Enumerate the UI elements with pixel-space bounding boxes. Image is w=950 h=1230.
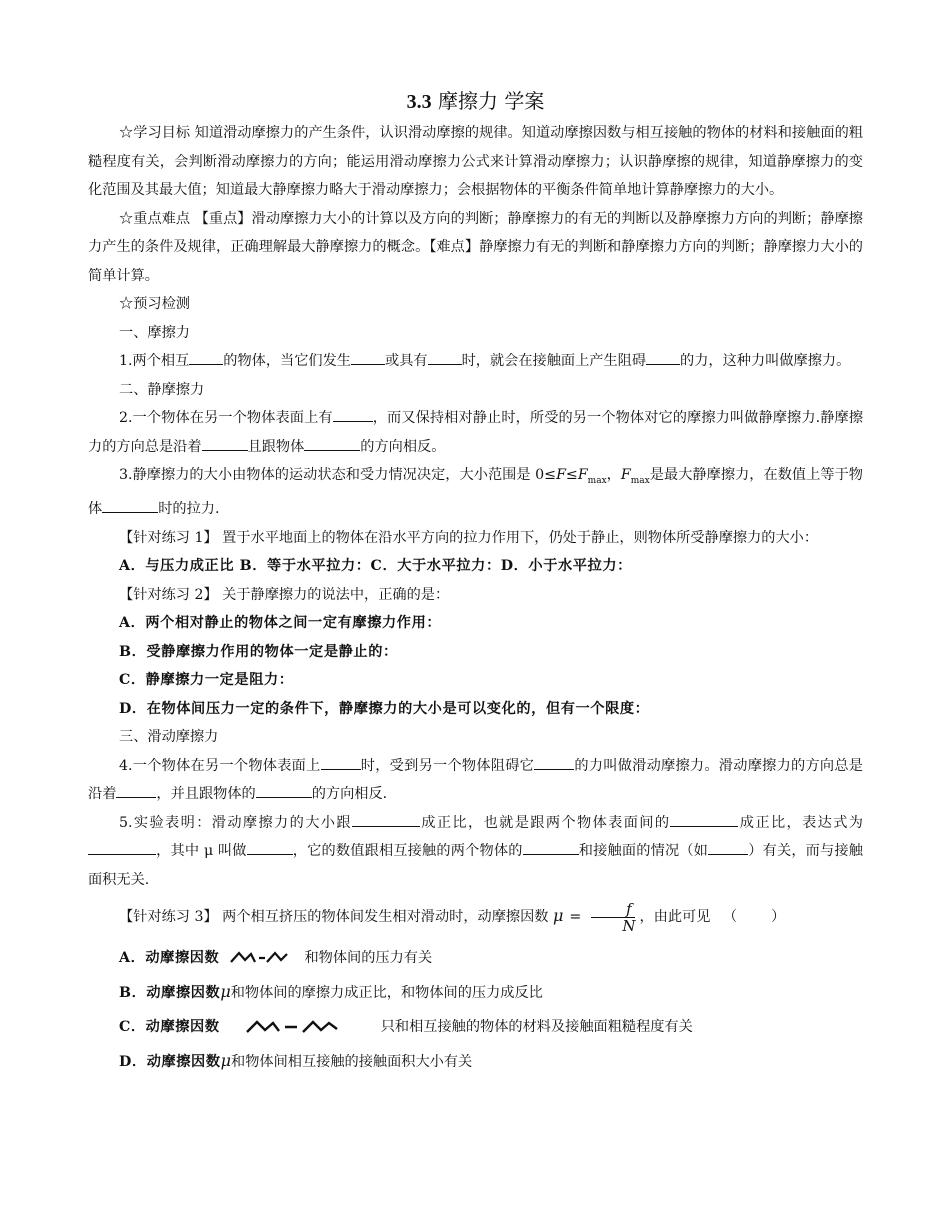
blank[interactable] bbox=[321, 755, 361, 770]
section-heading-static: 二、静摩擦力 bbox=[119, 381, 205, 398]
exercise-2-option-c: C．静摩擦力一定是阻力： bbox=[119, 672, 294, 689]
blank[interactable] bbox=[304, 436, 360, 451]
exercise-3-option-c: C．动摩擦因数 只和相互接触的物体的材料及接触面粗糙程度有关 bbox=[119, 1019, 693, 1036]
blank[interactable] bbox=[189, 350, 223, 365]
exercise-1-options: A．与压力成正比 B．等于水平拉力：C．大于水平拉力：D．小于水平拉力： bbox=[119, 558, 632, 575]
section-heading-sliding: 三、滑动摩擦力 bbox=[119, 729, 219, 746]
fraction-formula: $\frac{f}{N}$ bbox=[591, 901, 635, 934]
blank[interactable] bbox=[534, 755, 574, 770]
blank[interactable] bbox=[352, 812, 420, 827]
section-heading-friction: 一、摩擦力 bbox=[119, 324, 190, 341]
blank[interactable] bbox=[646, 350, 680, 365]
blank[interactable] bbox=[102, 498, 158, 513]
exercise-3-question: 【针对练习 3】 两个相互挤压的物体间发生相对滑动时，动摩擦因数 μ = $\frac{f}{N}$ ，由此可见 （ ） bbox=[119, 899, 786, 935]
exercise-1-question: 【针对练习 1】 置于水平地面上的物体在沿水平方向的拉力作用下，仍处于静止，则物体所受静摩擦力的大小： bbox=[119, 529, 819, 546]
blank[interactable] bbox=[523, 840, 579, 855]
blank[interactable] bbox=[88, 840, 156, 855]
exercise-2-option-d: D．在物体间压力一定的条件下，静摩擦力的大小是可以变化的，但有一个限度： bbox=[119, 700, 650, 717]
exercise-2-option-a: A．两个相对静止的物体之间一定有摩擦力作用： bbox=[119, 615, 442, 632]
blank[interactable] bbox=[116, 783, 156, 798]
blank[interactable] bbox=[670, 812, 738, 827]
garbled-mu-image bbox=[225, 950, 299, 966]
blank[interactable] bbox=[202, 436, 248, 451]
blank[interactable] bbox=[247, 840, 293, 855]
document-page bbox=[88, 88, 863, 1079]
blank[interactable] bbox=[351, 350, 385, 365]
exercise-3-option-b: B．动摩擦因数μ和物体间的摩擦力成正比，和物体间的压力成反比 bbox=[119, 982, 543, 1002]
preview-heading: ☆预习检测 bbox=[119, 296, 190, 312]
blank[interactable] bbox=[256, 783, 312, 798]
exercise-2-option-b: B．受静摩擦力作用的物体一定是静止的： bbox=[119, 643, 398, 660]
exercise-3-option-d: D．动摩擦因数μ和物体间相互接触的接触面积大小有关 bbox=[119, 1051, 473, 1071]
question-5: 5.实验表明：滑动摩擦力的大小跟 成正比，也就是跟两个物体表面间的 成正比，表达式为，其中 μ 叫做 ，它的数值跟相互接触的两个物体的 和接触面的情况（如 ）有关，而与接触面积无关. bbox=[88, 809, 863, 895]
blank[interactable] bbox=[708, 840, 748, 855]
blank[interactable] bbox=[428, 350, 462, 365]
exercise-3-option-a: A．动摩擦因数 和物体间的压力有关 bbox=[119, 950, 433, 967]
question-2: 2.一个物体在另一个物体表面上有 ，而又保持相对静止时，所受的另一个物体对它的摩擦力叫做静摩擦力.静摩擦力的方向总是沿着 且跟物体 的方向相反。 bbox=[88, 404, 863, 461]
blank[interactable] bbox=[333, 407, 373, 422]
question-1: 1.两个相互 的物体，当它们发生 或具有 时，就会在接触面上产生阻碍 的力，这种力叫做摩擦力。 bbox=[88, 347, 863, 376]
exercise-2-question: 【针对练习 2】 关于静摩擦力的说法中，正确的是： bbox=[119, 586, 450, 603]
page-title: 3.3 摩擦力 学案 bbox=[406, 89, 545, 113]
question-3: 3.静摩擦力的大小由物体的运动状态和受力情况决定，大小范围是 $0\le F\le F_{max}$，$F_{max}$是最大静摩擦力，在数值上等于物体 时的拉力. bbox=[88, 467, 863, 518]
learning-goals: ☆学习目标 知道滑动摩擦力的产生条件，认识滑动摩擦的规律。知道动摩擦因数与相互接触的物体的材料和接触面的粗糙程度有关，会判断滑动摩擦力的方向；能运用滑动摩擦力公式来计算滑动摩擦力；认识静摩擦的规律，知道静摩擦力的变化范围及其最大值；知道最大静摩擦力略大于滑动摩擦力；会根据物体的平衡条件简单地计算静摩擦力的大小。 bbox=[88, 125, 863, 198]
garbled-mu-image bbox=[241, 1019, 361, 1035]
question-4: 4.一个物体在另一个物体表面上 时，受到另一个物体阻碍它 的力叫做滑动摩擦力。滑动摩擦力的方向总是沿着 ，并且跟物体的 的方向相反. bbox=[88, 752, 863, 809]
key-points: ☆重点难点 【重点】滑动摩擦力大小的计算以及方向的判断；静摩擦力的有无的判断以及静摩擦力方向的判断；静摩擦力产生的条件及规律，正确理解最大静摩擦力的概念。【难点】静摩擦力有无的判断和静摩擦力方向的判断；静摩擦力大小的简单计算。 bbox=[88, 210, 863, 284]
